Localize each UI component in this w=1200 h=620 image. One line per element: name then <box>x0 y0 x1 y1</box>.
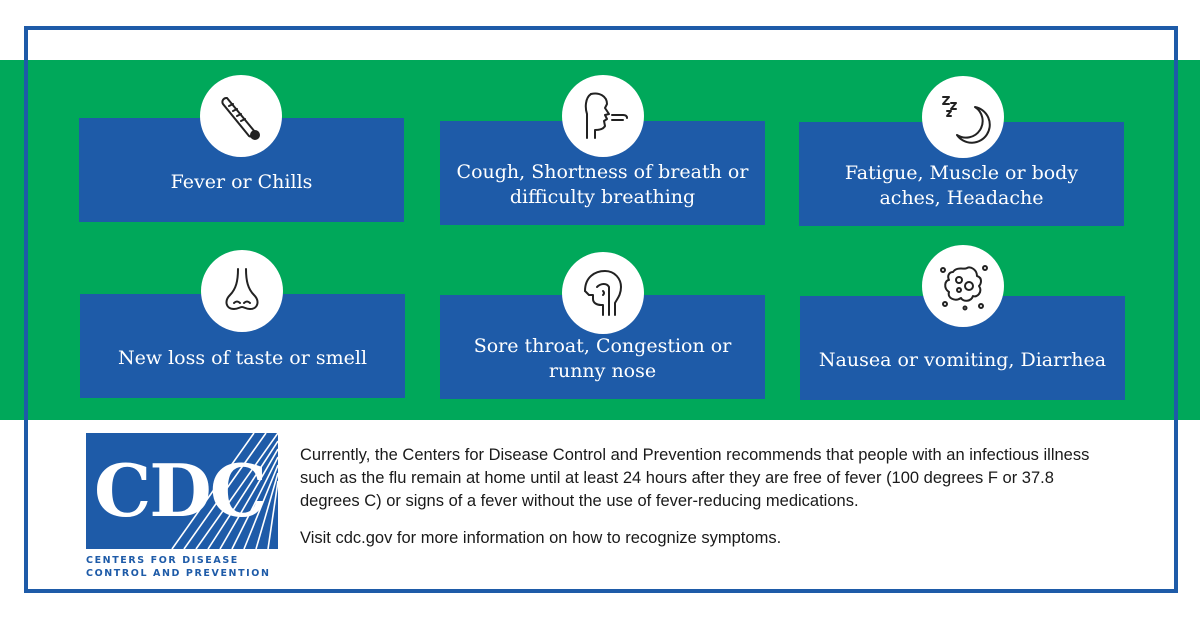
symptom-label: New loss of taste or smell <box>117 346 368 369</box>
nose-icon <box>201 250 283 332</box>
throat-icon <box>562 252 644 334</box>
symptom-label: Fever or Chills <box>170 170 313 193</box>
symptom-label: Sore throat, Congestion or runny nose <box>473 335 732 382</box>
info-text <box>300 444 1110 564</box>
symptom-label: Nausea or vomiting, Diarrhea <box>818 348 1107 371</box>
cdc-logo-box <box>86 433 278 549</box>
cdc-logo-line1: CENTERS FOR DISEASE <box>86 555 239 566</box>
coughing-face-icon <box>562 75 644 157</box>
thermometer-icon <box>200 75 282 157</box>
cdc-logo-letters: CDC <box>94 448 266 533</box>
moon-sleep-icon <box>922 76 1004 158</box>
symptom-label: Cough, Shortness of breath or difficulty breathing <box>456 161 749 208</box>
germ-icon <box>922 245 1004 327</box>
info-paragraph-2: Visit cdc.gov for more information on how to recognize symptoms. <box>300 529 782 547</box>
cdc-logo-line2: CONTROL AND PREVENTION <box>86 568 271 579</box>
cdc-logo <box>86 433 278 579</box>
symptom-label: Fatigue, Muscle or body aches, Headache <box>844 162 1079 209</box>
info-paragraph-1: Currently, the Centers for Disease Control and Prevention recommends that people with an infectious illness such as the flu remain at home until at least 24 hours after they are free of fever (100 degrees F or 37.8 degrees C) or signs of a fever without the use of fever-reducing medications. <box>300 446 1090 510</box>
